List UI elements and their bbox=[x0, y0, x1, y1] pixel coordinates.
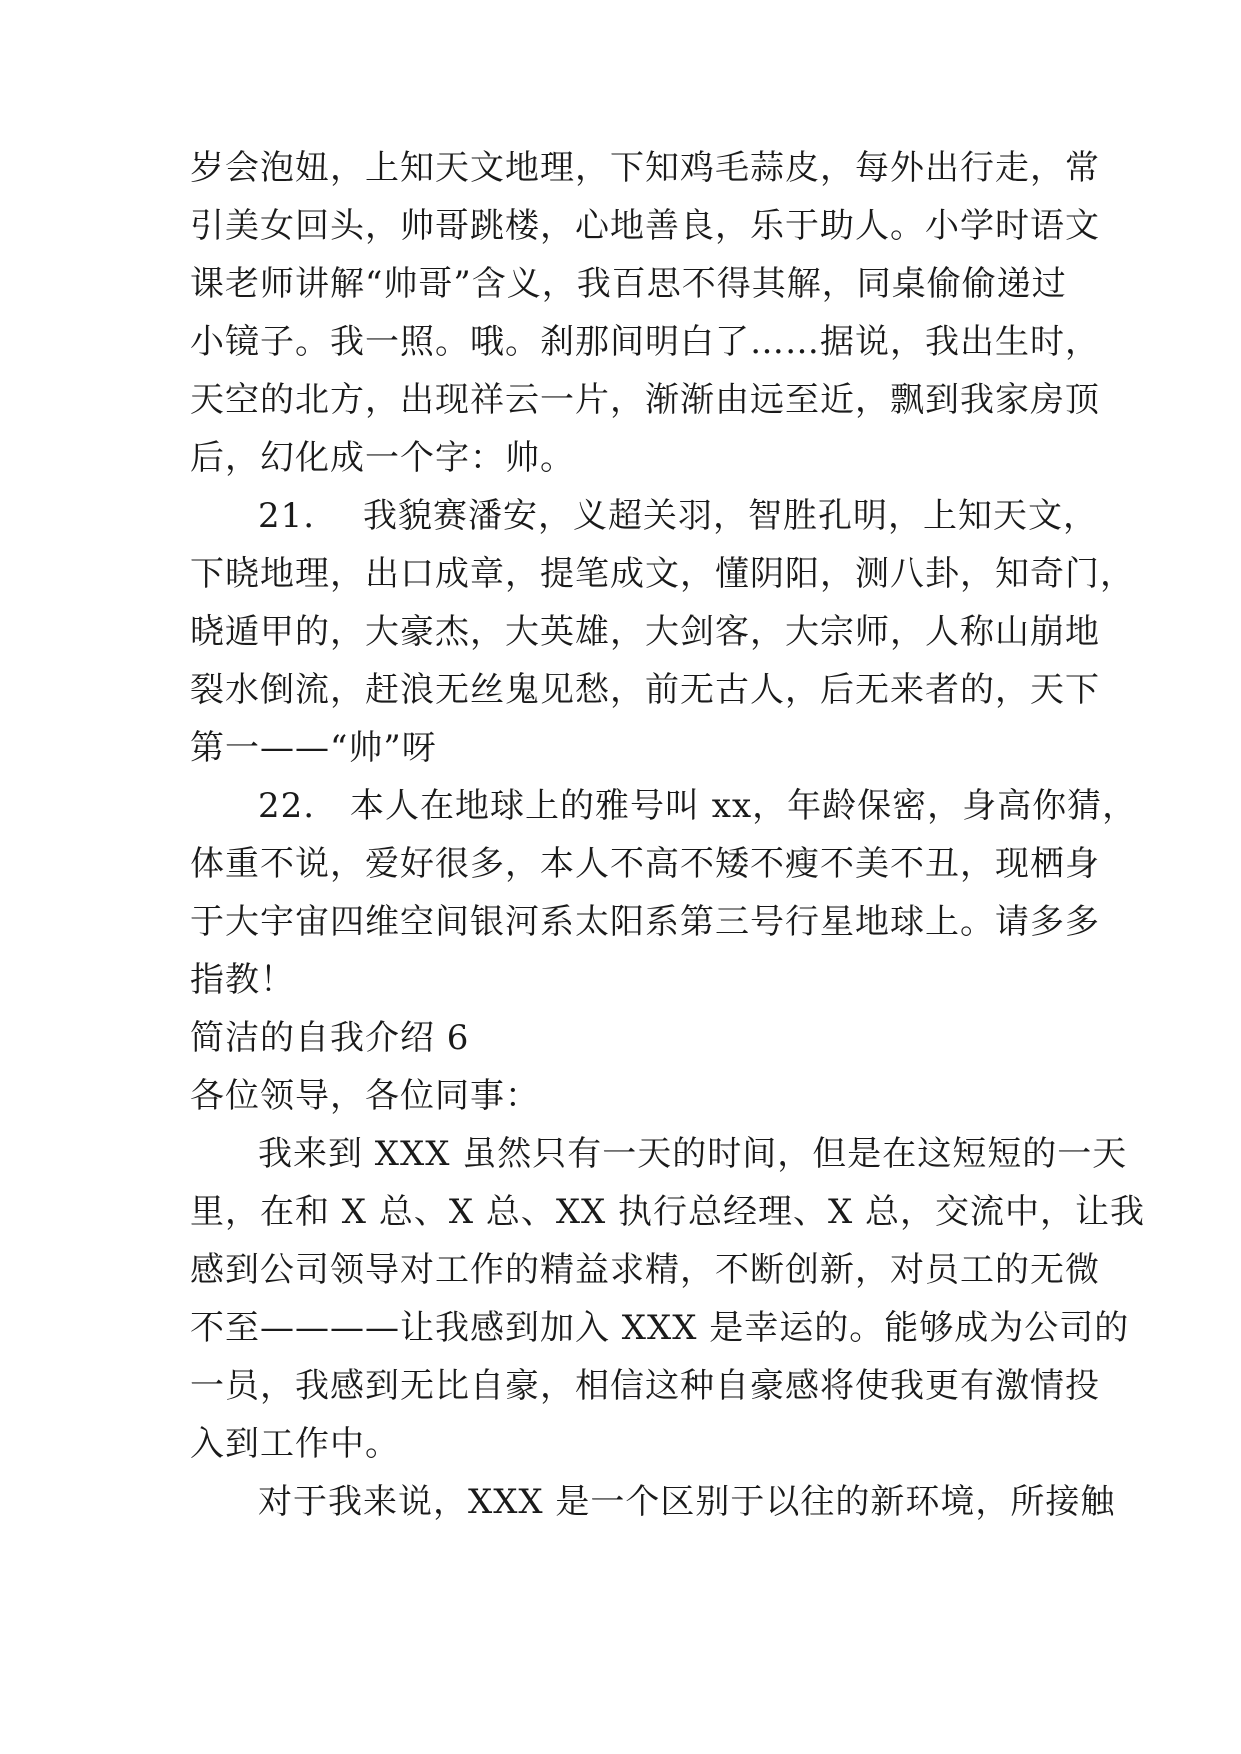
paragraph-line: 我来到 XXX 虽然只有一天的时间，但是在这短短的一天 bbox=[258, 1134, 1128, 1174]
list-item-21 bbox=[258, 496, 1138, 536]
paragraph-line: 里，在和 X 总、X 总、XX 执行总经理、X 总，交流中，让我 bbox=[190, 1192, 1146, 1232]
paragraph-line: 课老师讲解“帅哥”含义，我百思不得其解，同桌偷偷递过 bbox=[190, 264, 1067, 304]
section-heading: 简洁的自我介绍 6 bbox=[190, 1018, 470, 1058]
paragraph-line: 小镜子。我一照。哦。刹那间明白了……据说，我出生时， bbox=[190, 322, 1100, 362]
list-number: 21. bbox=[258, 496, 316, 536]
paragraph-line: 后，幻化成一个字：帅。 bbox=[190, 438, 575, 478]
list-item-text: 本人在地球上的雅号叫 xx，年龄保密，身高你猜， bbox=[350, 786, 1138, 826]
paragraph-line: 裂水倒流，赶浪无丝鬼见愁，前无古人，后无来者的，天下 bbox=[190, 670, 1100, 710]
paragraph-line: 天空的北方，出现祥云一片，渐渐由远至近，飘到我家房顶 bbox=[190, 380, 1100, 420]
paragraph-line: 第一——“帅”呀 bbox=[190, 728, 437, 768]
paragraph-line: 对于我来说，XXX 是一个区别于以往的新环境，所接触 bbox=[258, 1482, 1116, 1522]
paragraph-line: 于大宇宙四维空间银河系太阳系第三号行星地球上。请多多 bbox=[190, 902, 1100, 942]
paragraph-line: 一员，我感到无比自豪，相信这种自豪感将使我更有激情投 bbox=[190, 1366, 1100, 1406]
paragraph-line: 岁会泡妞，上知天文地理，下知鸡毛蒜皮，每外出行走，常 bbox=[190, 148, 1100, 188]
paragraph-line: 不至————让我感到加入 XXX 是幸运的。能够成为公司的 bbox=[190, 1308, 1130, 1348]
paragraph-line: 晓遁甲的，大豪杰，大英雄，大剑客，大宗师，人称山崩地 bbox=[190, 612, 1100, 652]
salutation: 各位领导，各位同事： bbox=[190, 1076, 540, 1116]
paragraph-line: 下晓地理，出口成章，提笔成文，懂阴阳，测八卦，知奇门， bbox=[190, 554, 1135, 594]
list-number: 22. bbox=[258, 786, 316, 826]
paragraph-line: 体重不说，爱好很多，本人不高不矮不瘦不美不丑，现栖身 bbox=[190, 844, 1100, 884]
list-item-22 bbox=[258, 786, 1138, 826]
list-item-text: 我貌赛潘安，义超关羽，智胜孔明，上知天文， bbox=[363, 496, 1098, 536]
paragraph-line: 入到工作中。 bbox=[190, 1424, 400, 1464]
paragraph-line: 指教！ bbox=[190, 960, 295, 1000]
paragraph-line: 感到公司领导对工作的精益求精，不断创新，对员工的无微 bbox=[190, 1250, 1100, 1290]
paragraph-line: 引美女回头，帅哥跳楼，心地善良，乐于助人。小学时语文 bbox=[190, 206, 1100, 246]
